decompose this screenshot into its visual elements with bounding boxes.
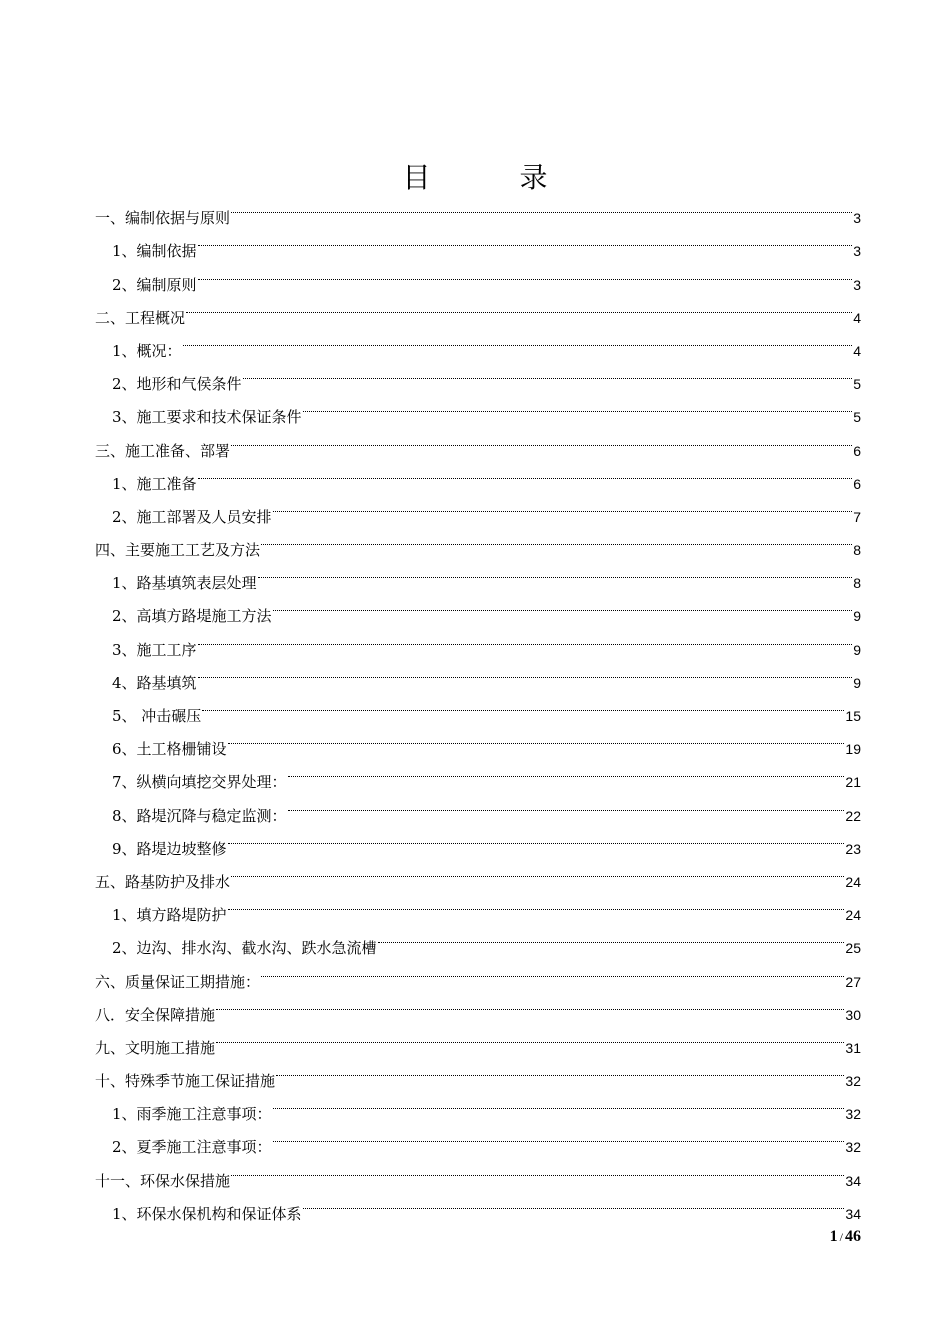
toc-entry-page: 7	[853, 508, 861, 525]
toc-dot-leader	[276, 1053, 844, 1086]
toc-entry-label: 2、地形和气侯条件	[112, 375, 242, 394]
toc-dot-leader	[216, 987, 844, 1020]
toc-entry-label: 五、路基防护及排水	[95, 872, 231, 891]
table-of-contents	[95, 190, 861, 1223]
toc-entry-label: 2、边沟、排水沟、截水沟、跌水急流槽	[112, 939, 377, 958]
toc-entry-label: 1、填方路堤防护	[112, 906, 227, 925]
toc-dot-leader	[228, 887, 845, 920]
toc-entry[interactable]	[95, 356, 861, 394]
toc-entry[interactable]	[95, 489, 861, 526]
toc-dot-leader	[258, 555, 853, 588]
toc-dot-leader	[198, 223, 853, 256]
toc-entry-label: 八．安全保障措施	[95, 1005, 216, 1024]
toc-dot-leader	[288, 754, 845, 787]
toc-dot-leader	[231, 422, 852, 455]
toc-entry[interactable]	[95, 256, 861, 294]
toc-entry-label: 5、 冲击碾压	[112, 707, 202, 725]
toc-entry-page: 6	[853, 442, 861, 459]
toc-entry-label: 3、施工工序	[112, 640, 197, 659]
toc-entry-label: 2、施工部署及人员安排	[112, 507, 272, 526]
toc-entry-label: 三、施工准备、部署	[95, 441, 231, 460]
toc-entry-label: 六、质量保证工期措施：	[95, 972, 261, 991]
toc-entry-label: 1、路基填筑表层处理	[112, 574, 257, 593]
toc-entry-page: 31	[845, 1039, 861, 1056]
toc-entry-page: 34	[845, 1172, 861, 1189]
toc-entry-page: 34	[845, 1205, 861, 1222]
toc-dot-leader	[198, 256, 853, 289]
toc-entry-label: 十一、环保水保措施	[95, 1171, 231, 1190]
toc-entry[interactable]	[95, 621, 861, 659]
toc-entry-page: 5	[853, 376, 861, 393]
toc-entry[interactable]	[95, 721, 861, 759]
toc-entry-page: 9	[853, 674, 861, 691]
toc-entry-page: 9	[853, 641, 861, 658]
toc-entry-page: 15	[845, 708, 861, 724]
toc-dot-leader	[303, 389, 853, 422]
toc-entry-page: 19	[845, 741, 861, 758]
toc-entry-page: 4	[853, 309, 861, 326]
toc-entry[interactable]	[95, 456, 861, 493]
toc-entry-label: 7、纵横向填挖交界处理：	[112, 773, 287, 792]
toc-entry-page: 21	[845, 774, 861, 791]
current-page: 1	[829, 1228, 838, 1245]
total-pages: 46	[845, 1228, 861, 1245]
toc-entry-page: 8	[853, 542, 861, 559]
toc-dot-leader	[231, 1152, 844, 1185]
toc-dot-leader	[198, 456, 853, 489]
toc-dot-leader	[202, 688, 844, 721]
toc-entry-page: 8	[853, 575, 861, 592]
toc-entry-label: 2、夏季施工注意事项：	[112, 1138, 272, 1157]
toc-title: 目 录	[402, 161, 588, 194]
toc-entry-label: 1、编制依据	[112, 242, 197, 261]
page-separator: /	[839, 1230, 843, 1244]
toc-entry-page: 22	[845, 807, 861, 824]
toc-entry-page: 23	[845, 840, 861, 857]
toc-entry-label: 4、路基填筑	[112, 673, 197, 692]
toc-dot-leader	[273, 489, 853, 522]
toc-entry-label: 1、雨季施工注意事项：	[112, 1105, 272, 1124]
toc-entry-page: 5	[853, 409, 861, 426]
toc-entry-label: 十、特殊季节施工保证措施	[95, 1072, 276, 1091]
toc-entry-label: 1、环保水保机构和保证体系	[112, 1204, 302, 1223]
toc-dot-leader	[303, 1186, 845, 1219]
toc-entry-label: 8、路堤沉降与稳定监测：	[112, 806, 287, 825]
toc-dot-leader	[378, 920, 845, 953]
toc-entry[interactable]	[95, 655, 861, 692]
toc-entry[interactable]	[95, 323, 861, 360]
toc-dot-leader	[243, 356, 853, 389]
toc-entry[interactable]	[95, 190, 861, 228]
toc-dot-leader	[231, 190, 852, 223]
toc-entry-label: 九、文明施工措施	[95, 1038, 216, 1057]
toc-dot-leader	[231, 854, 844, 887]
page-number	[780, 1228, 861, 1246]
toc-entry-label: 6、土工格栅铺设	[112, 740, 227, 759]
toc-entry-page: 6	[853, 475, 861, 492]
toc-entry-page: 9	[853, 608, 861, 625]
toc-dot-leader	[273, 1086, 845, 1119]
toc-dot-leader	[198, 621, 853, 654]
toc-entry-page: 25	[845, 940, 861, 957]
toc-entry[interactable]	[95, 688, 861, 725]
toc-entry-page: 32	[845, 1106, 861, 1123]
toc-dot-leader	[198, 655, 853, 688]
toc-entry-page: 24	[845, 907, 861, 924]
toc-dot-leader	[183, 323, 853, 356]
toc-dot-leader	[186, 290, 852, 323]
toc-entry-label: 四、主要施工工艺及方法	[95, 541, 261, 560]
toc-entry-page: 27	[845, 973, 861, 990]
toc-entry[interactable]	[95, 223, 861, 261]
toc-entry-page: 3	[853, 276, 861, 293]
toc-dot-leader	[261, 953, 844, 986]
toc-entry-page: 30	[845, 1006, 861, 1023]
toc-dot-leader	[228, 821, 845, 854]
toc-entry-label: 3、施工要求和技术保证条件	[112, 408, 302, 427]
toc-dot-leader	[261, 522, 852, 555]
toc-entry-page: 3	[853, 210, 861, 227]
toc-entry-label: 2、高填方路堤施工方法	[112, 607, 272, 626]
toc-dot-leader	[228, 721, 845, 754]
toc-entry[interactable]	[95, 290, 861, 327]
toc-entry-label: 1、概况：	[112, 341, 182, 360]
toc-dot-leader	[273, 1119, 845, 1152]
toc-entry-page: 4	[853, 342, 861, 359]
toc-entry-label: 9、路堤边坡整修	[112, 839, 227, 858]
toc-entry-page: 32	[845, 1073, 861, 1090]
toc-entry-page: 32	[845, 1139, 861, 1156]
toc-entry-label: 2、编制原则	[112, 275, 197, 294]
toc-dot-leader	[288, 787, 845, 820]
toc-dot-leader	[273, 588, 853, 621]
toc-entry-label: 1、施工准备	[112, 474, 197, 493]
toc-entry-label: 二、工程概况	[95, 308, 186, 327]
toc-entry-page: 24	[845, 873, 861, 890]
toc-entry-page: 3	[853, 243, 861, 260]
toc-dot-leader	[216, 1020, 844, 1053]
toc-entry-label: 一、编制依据与原则	[95, 209, 231, 228]
